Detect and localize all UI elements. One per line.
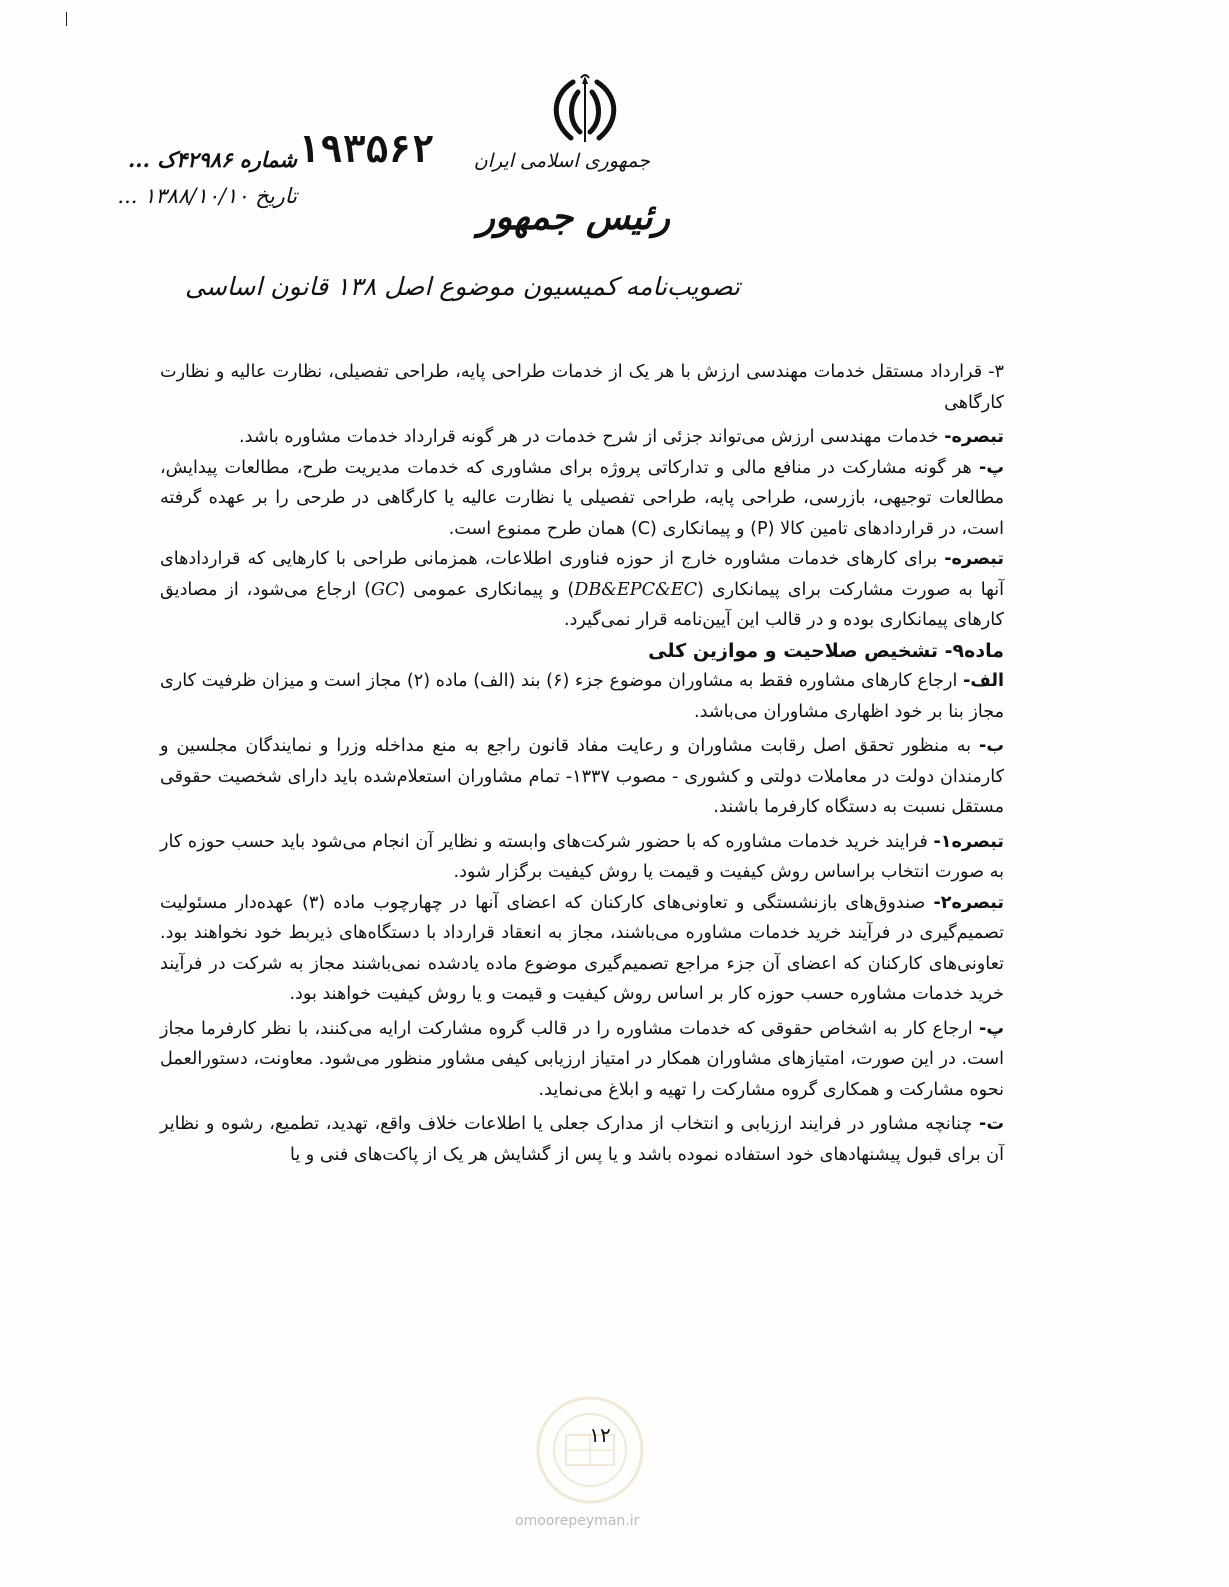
reference-block [60, 127, 435, 222]
clause-alef [160, 666, 1004, 727]
clause-te-label: ت- [979, 1114, 1004, 1134]
clause-be-label: ب- [979, 736, 1004, 756]
clause-pe-text: ارجاع کار به اشخاص حقوقی که خدمات مشاوره را در قالب گروه مشارکت ارایه می‌کنند، با نظر کارفرما مجاز است. در این صورت، امتیازهای مشاوران همکار در امتیاز ارزیابی کیفی مشاور منظور می‌شود. معاونت، دستورالعمل نحوه مشارکت و همکاری گروه مشارکت را تهیه و ابلاغ می‌نماید. [160, 1018, 1004, 1100]
reference-number-value: ۴۲۹۸۶ک ... [127, 147, 233, 172]
note-3-text: فرایند خرید خدمات مشاوره که با حضور شرکت‌های وابسته و نظایر آن انجام می‌شود باید حسب حوزه کار به صورت انتخاب براساس روش کیفیت و قیمت یا روش کیفیت برگزار شود. [160, 831, 1004, 882]
reference-date-value: ۱۳۸۸/۱۰/۱۰ ... [117, 184, 249, 208]
item-pe-label: پ- [979, 457, 1004, 478]
emblem-icon [545, 70, 625, 150]
clause-te [160, 1109, 1004, 1170]
note-2-latin-term-1: DB&EPC&EC [574, 579, 698, 600]
clause-te-text: چنانچه مشاور در فرایند ارزیابی و انتخاب از مدارک جعلی یا اطلاعات خلاف واقع، تهدید، تطمیع، رشوه و نظایر آن برای قبول پیشنهادهای خود استفاده نموده باشد و یا پس از گشایش هر یک از پاکت‌های فنی و یا [160, 1114, 1004, 1165]
document-subject: تصویب‌نامه کمیسیون موضوع اصل ۱۳۸ قانون اساسی [184, 272, 740, 301]
note-1-text: خدمات مهندسی ارزش می‌تواند جزئی از شرح خدمات در هر گونه قرارداد خدمات مشاوره باشد. [239, 427, 945, 447]
note-2-text-a: برای کارهای خدمات مشاوره خارج از حوزه فناوری اطلاعات، همزمانی طراحی با کارهایی که قراردادهای آنها به صورت مشارکت برای پیمانکاری ( [160, 549, 1004, 600]
note-1-label: تبصره- [944, 427, 1004, 447]
reference-date-label: تاریخ [255, 184, 297, 208]
note-3 [160, 827, 1004, 888]
note-2 [160, 544, 1004, 636]
margin-mark [66, 12, 67, 26]
watermark-seal-icon [500, 1395, 680, 1505]
note-3-label: تبصره۱- [933, 831, 1004, 852]
clause-pe [160, 1014, 1004, 1106]
note-4-label: تبصره۲- [933, 892, 1004, 913]
country-name: جمهوری اسلامی ایران [473, 150, 650, 172]
item-pe-prohibition [160, 453, 1004, 545]
reference-date-line [70, 184, 297, 208]
watermark-url: omoorepeyman.ir [515, 1513, 640, 1529]
item-pe-text: هر گونه مشارکت در منافع مالی و تدارکاتی پروژه برای مشاوری که خدمات مدیریت طرح، مطالعات پیدایش، مطالعات توجیهی، بازرسی، طراحی پایه، طراحی تفصیلی یا نظارت عالیه یا کارگاهی در طرحی را بر عهده گرفته است، در قراردادهای تامین کالا (P) و پیمانکاری (C) همان طرح ممنوع است. [160, 457, 1004, 539]
page-number: ۱۲ [589, 1423, 611, 1447]
clause-alef-label: الف- [963, 671, 1004, 691]
note-1 [160, 422, 1004, 453]
reference-number-label: شماره [239, 147, 297, 172]
note-4-text: صندوق‌های بازنشستگی و تعاونی‌های کارکنان که اعضای آنها در چهارچوب ماده (۳) عهده‌دار مسئولیت تصمیم‌گیری در فرآیند خرید خدمات مشاوره می‌باشند، مجاز به انعقاد قرارداد با دستگاه‌های ذیربط خود نخواهند بود. تعاونی‌های کارکنان که اعضای آن جزء مراجع تصمیم‌گیری موضوع ماده یادشده نمی‌باشند مجاز به شرکت در فرآیند خرید خدمات مشاوره حسب حوزه کار بر اساس روش کیفیت و قیمت و یا روش کیفیت خواهند بود. [160, 892, 1004, 1004]
note-2-text-b: ) و پیمانکاری عمومی ( [398, 579, 575, 600]
note-2-latin-term-2: GC [370, 579, 399, 600]
clause-alef-text: ارجاع کارهای مشاوره فقط به مشاوران موضوع جزء (۶) بند (الف) ماده (۲) مجاز است و میزان ظرفیت کاری مجاز بنا بر خود اظهاری مشاوران می‌باشد. [160, 671, 1004, 722]
clause-pe-label: پ- [979, 1018, 1004, 1039]
note-2-label: تبصره- [944, 549, 1004, 569]
item-3: ۳- قرارداد مستقل خدمات مهندسی ارزش با هر یک از خدمات طراحی پایه، طراحی تفصیلی، نظارت عالیه و نظارت کارگاهی [160, 362, 1004, 413]
article-9-heading: ماده۹- تشخیص صلاحیت و موازین کلی [648, 639, 1004, 662]
clause-be-text: به منظور تحقق اصل رقابت مشاوران و رعایت مفاد قانون راجع به منع مداخله وزرا و نمایندگان مجلسین و کارمندان دولت در معاملات دولتی و کشوری - مصوب ۱۳۳۷- تمام مشاوران استعلام‌شده باید دارای شخصیت حقوقی مستقل نسبت به دستگاه کارفرما باشند. [160, 736, 1004, 817]
document-body [160, 357, 1004, 1170]
reference-number-line [60, 147, 297, 172]
office-title: رئیس جمهور [477, 196, 670, 238]
note-2-text-c: ) ارجاع می‌شود، از مصادیق کارهای پیمانکاری بوده و در قالب این آیین‌نامه قرار نمی‌گیرد. [160, 579, 1004, 630]
reference-stamp-number: ۱۹۳۵۶۲ [297, 127, 435, 171]
note-4 [160, 888, 1004, 1010]
clause-be [160, 731, 1004, 823]
